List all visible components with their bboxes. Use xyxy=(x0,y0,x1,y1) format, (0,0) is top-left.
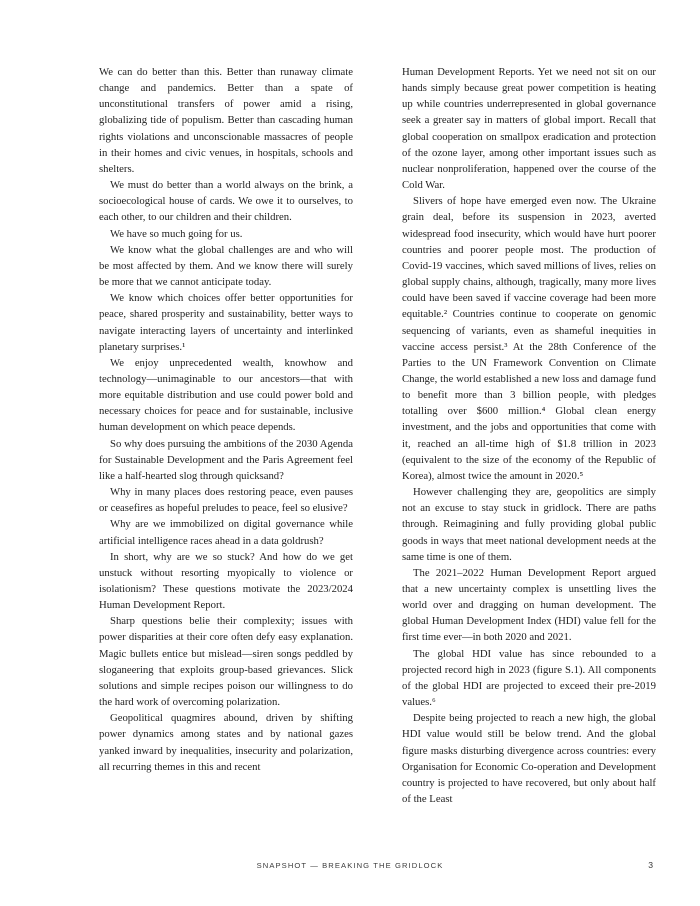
paragraph: The global HDI value has since rebounded to a projected record high in 2023 (figure S.1). All components of the global HDI are projected to exceed their pre-2019 values.⁶ xyxy=(402,647,656,709)
paragraph: We know which choices offer better opportunities for peace, shared prosperity and sustainability, better ways to navigate interacting layers of uncertainty and interlinked planetary surprises.¹ xyxy=(99,292,353,353)
paragraph: The 2021–2022 Human Development Report argued that a new uncertainty complex is unsettling lives the world over and dragging on human development. The global Human Development Index (HDI) value fell for the first time ever—in both 2020 and 2021. xyxy=(402,566,656,644)
paragraph: So why does pursuing the ambitions of the 2030 Agenda for Sustainable Development and the Paris Agreement feel like a half-hearted slog through quicksand? xyxy=(99,437,353,482)
paragraph: Sharp questions belie their complexity; issues with power disparities at their core often defy easy explanation. Magic bullets entice but mislead—siren songs peddled by sloganeering that exploits group-based grievances. Slick solutions and simple recipes poison our willingness to do the hard work of overcoming polarization. xyxy=(99,615,353,709)
paragraph: Why are we immobilized on digital governance while artificial intelligence races ahead in a data goldrush? xyxy=(99,518,353,547)
paragraph: We enjoy unprecedented wealth, knowhow and technology—unimaginable to our ancestors—that with more equitable distribution and use could power bold and necessary choices for peace and for sustainable, inclusive human development on which peace depends. xyxy=(99,356,353,434)
text-column-right xyxy=(402,64,656,858)
footer-page-number: 3 xyxy=(648,860,653,870)
paragraph: Human Development Reports. Yet we need not sit on our hands simply because great power competition is heating up while countries underrepresented in global governance seek a greater say in matters of global import. Recall that global cooperation on smallpox eradication and protection of the ozone layer, among other important issues such as nuclear nonproliferation, happened over the course of the Cold War. xyxy=(402,66,656,192)
footer-running-head: SNAPSHOT — BREAKING THE GRIDLOCK xyxy=(256,861,444,870)
paragraph: Geopolitical quagmires abound, driven by shifting power dynamics among states and by national gazes yanked inward by inequalities, insecurity and polarization, all recurring themes in this and recent xyxy=(99,712,353,773)
paragraph: Despite being projected to reach a new high, the global HDI value would still be below trend. And the global figure masks disturbing divergence across countries: every Organisation for Economic Co-operation and Development country is projected to have recovered, but only about half of the Least xyxy=(402,712,656,806)
paragraph: In short, why are we so stuck? And how do we get unstuck without resorting myopically to violence or isolationism? These questions motivate the 2023/2024 Human Development Report. xyxy=(99,550,353,612)
two-column-text-body xyxy=(99,64,656,858)
paragraph: We must do better than a world always on the brink, a socioecological house of cards. We owe it to ourselves, to each other, to our children and their children. xyxy=(99,179,353,224)
paragraph: We can do better than this. Better than runaway climate change and pandemics. Better than a spate of unconstitutional transfers of power amid a rising, globalizing tide of populism. Better than cascading human rights violations and unconscionable massacres of people in their homes and civic venues, in hospitals, schools and shelters. xyxy=(99,66,353,175)
text-column-left xyxy=(99,64,353,858)
paragraph: We know what the global challenges are and who will be most affected by them. And we know there will surely be more that we cannot anticipate today. xyxy=(99,243,353,289)
paragraph: We have so much going for us. xyxy=(110,227,243,240)
paragraph: Slivers of hope have emerged even now. The Ukraine grain deal, before its suspension in 2023, averted widespread food insecurity, which would have hurt poorer countries and poorer people most. The production of Covid-19 vaccines, which saved millions of lives, relies on global supply chains, although, tragically, many more lives could have been saved if vaccine coverage had been more equitable.² Countries continue to cooperate on genomic sequencing of variants, even as shameful inequities in vaccine access persist.³ At the 28th Conference of the Parties to the UN Framework Convention on Climate Change, the world established a new loss and damage fund to benefit more than 3 billion people, with pledges totalling over $600 million.⁴ Global clean energy investment, and the jobs and opportunities that come with it, reached an all-time high of $1.8 trillion in 2023 (equivalent to the size of the economy of the Republic of Korea), almost twice the amount in 2020.⁵ xyxy=(402,195,656,482)
paragraph: Why in many places does restoring peace, even pauses or ceasefires as hopeful preludes to peace, feel so elusive? xyxy=(99,486,353,515)
paragraph: However challenging they are, geopolitics are simply not an excuse to stay stuck in gridlock. There are paths through. Reimagining and fully providing global public goods in ways that meet national development needs at the same time is one of them. xyxy=(402,486,656,563)
